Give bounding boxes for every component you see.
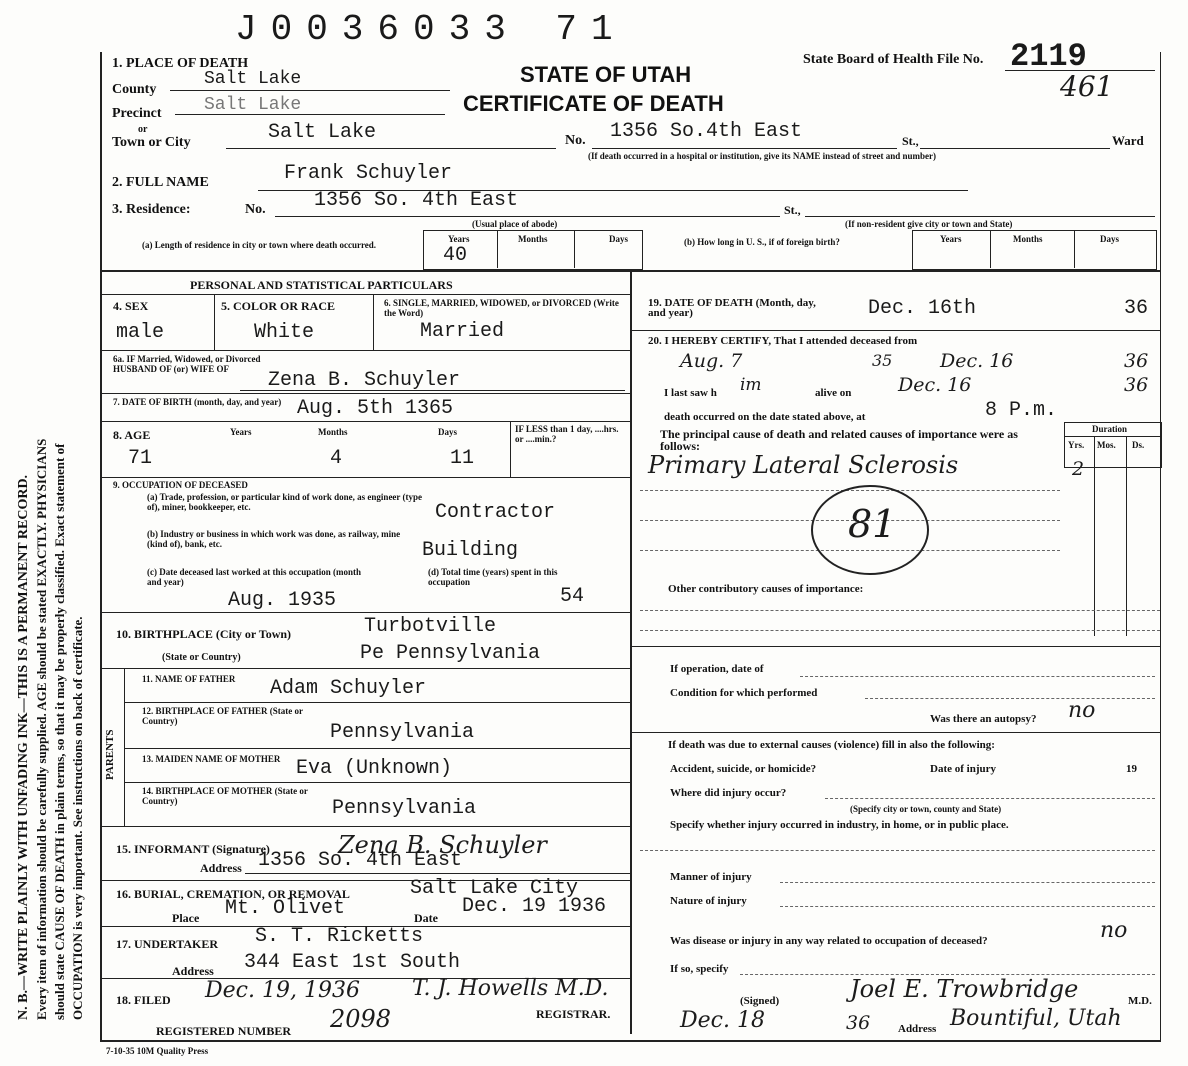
registered-number: 2098 bbox=[330, 1005, 392, 1033]
cause-code: 81 bbox=[848, 502, 897, 546]
accident-label: Accident, suicide, or homicide? bbox=[670, 763, 817, 775]
registrar-label: REGISTRAR. bbox=[536, 1007, 611, 1021]
informant-address: 1356 So. 4th East bbox=[258, 849, 463, 872]
dob-label: 7. DATE OF BIRTH (month, day, and year) bbox=[113, 397, 282, 407]
burial-date-label: Date bbox=[414, 911, 438, 925]
external-causes-label: If death was due to external causes (violence) fill in also the following: bbox=[668, 739, 995, 751]
other-causes-label: Other contributory causes of importance: bbox=[668, 583, 864, 595]
occupation-related-label: Was disease or injury in any way related to occupation of deceased? bbox=[670, 935, 988, 947]
county-value: Salt Lake bbox=[204, 69, 302, 89]
injury-date-label: Date of injury bbox=[930, 763, 996, 775]
undertaker-address: 344 East 1st South bbox=[244, 951, 461, 974]
side-instruction-line1: N. B.—WRITE PLAINLY WITH UNFADING INK—THIS IS A PERMANENT RECORD. bbox=[16, 474, 31, 1020]
filed-date: Dec. 19, 1936 bbox=[205, 978, 360, 1003]
foreign-years-header: Years bbox=[940, 234, 962, 244]
precinct-label: Precinct bbox=[112, 106, 162, 121]
county-label: County bbox=[112, 82, 157, 97]
death-occurred-label: death occurred on the date stated above, at bbox=[664, 411, 866, 423]
hospital-note: (If death occurred in a hospital or institution, give its NAME instead of street and number) bbox=[588, 151, 937, 161]
primary-cause-years: 2 bbox=[1072, 458, 1085, 480]
last-saw-date: Dec. 16 bbox=[898, 374, 972, 396]
color-value: White bbox=[254, 321, 315, 344]
spouse-label: 6a. IF Married, Widowed, or Divorced HUSBAND OF (or) WIFE OF bbox=[113, 354, 261, 374]
father-birthplace-label: 12. BIRTHPLACE OF FATHER (State or Country) bbox=[142, 706, 303, 726]
state-heading: STATE OF UTAH bbox=[520, 62, 692, 87]
filed-label: 18. FILED bbox=[116, 993, 171, 1007]
age-days-value: 11 bbox=[450, 447, 475, 470]
duration-ds: Ds. bbox=[1132, 440, 1145, 450]
birthplace-state-label: (State or Country) bbox=[162, 652, 241, 663]
duration-mos: Mos. bbox=[1097, 440, 1116, 450]
occupation-b-label: (b) Industry or business in which work was done, as railway, mine (kind of), bank, etc. bbox=[147, 529, 401, 549]
mother-name-label: 13. MAIDEN NAME OF MOTHER bbox=[142, 754, 281, 764]
marital-label: 6. SINGLE, MARRIED, WIDOWED, or DIVORCED (Write the Word) bbox=[384, 298, 619, 318]
autopsy-label: Was there an autopsy? bbox=[930, 713, 1037, 725]
street-no-value: 1356 So.4th East bbox=[610, 120, 803, 143]
condition-label: Condition for which performed bbox=[670, 687, 818, 699]
parents-label: PARENTS bbox=[104, 729, 116, 780]
registered-number-label: REGISTERED NUMBER bbox=[156, 1024, 292, 1038]
birthplace-state-value: Pe Pennsylvania bbox=[360, 642, 541, 665]
occupation-a-value: Contractor bbox=[435, 501, 556, 524]
mother-birthplace-label: 14. BIRTHPLACE OF MOTHER (State or Country) bbox=[142, 786, 308, 806]
residence-no-label: No. bbox=[245, 202, 266, 217]
specify-injury-label: Specify whether injury occurred in industry, in home, or in public place. bbox=[670, 819, 1009, 831]
signed-label: (Signed) bbox=[740, 995, 780, 1007]
length-residence-label: (a) Length of residence in city or town where death occurred. bbox=[142, 240, 377, 250]
certificate-title: CERTIFICATE OF DEATH bbox=[463, 91, 724, 116]
certify-label: 20. I HEREBY CERTIFY, That I attended deceased from bbox=[648, 335, 918, 347]
attended-to: Dec. 16 bbox=[940, 350, 1014, 372]
precinct-value: Salt Lake bbox=[204, 95, 302, 115]
attended-to-year: 36 bbox=[1124, 350, 1149, 372]
age-months-value: 4 bbox=[330, 447, 343, 470]
place-of-death-label: 1. PLACE OF DEATH bbox=[112, 56, 249, 71]
usual-abode-note: (Usual place of abode) bbox=[472, 219, 558, 229]
years-header: Years bbox=[448, 234, 470, 244]
birthplace-city-value: Turbotville bbox=[364, 615, 497, 638]
last-saw-him: im bbox=[740, 375, 762, 395]
age-days-header: Days bbox=[438, 427, 458, 437]
duration-header: Duration bbox=[1092, 424, 1128, 434]
physician-address-label: Address bbox=[898, 1023, 937, 1035]
side-instruction-line2: Every item of information should be carefully supplied. AGE should be stated EXACTLY. PHYSICIANS bbox=[34, 438, 49, 1020]
physician-signature: Joel E. Trowbridge bbox=[850, 975, 1079, 1003]
residence-value: 1356 So. 4th East bbox=[314, 189, 519, 212]
undertaker-label: 17. UNDERTAKER bbox=[116, 937, 219, 951]
full-name-label: 2. FULL NAME bbox=[112, 175, 209, 190]
color-label: 5. COLOR OR RACE bbox=[221, 299, 336, 313]
undertaker-address-label: Address bbox=[172, 964, 214, 978]
duration-yrs: Yrs. bbox=[1068, 440, 1085, 450]
burial-label: 16. BURIAL, CREMATION, OR REMOVAL bbox=[116, 887, 350, 901]
age-label: 8. AGE bbox=[113, 428, 151, 442]
attended-from-year: 35 bbox=[872, 351, 893, 370]
mother-birthplace-value: Pennsylvania bbox=[332, 797, 477, 820]
personal-heading: PERSONAL AND STATISTICAL PARTICULARS bbox=[190, 278, 453, 292]
less-than-day-label: IF LESS than 1 day, ....hrs. or ....min.? bbox=[515, 424, 619, 444]
cause-label: The principal cause of death and related causes of importance were as follows: bbox=[660, 427, 1018, 453]
file-number: 2119 bbox=[1010, 38, 1087, 75]
file-sub-number: 461 bbox=[1060, 70, 1114, 103]
ward-label: Ward bbox=[1112, 133, 1144, 148]
date-of-death-value: Dec. 16th bbox=[868, 297, 977, 320]
town-label: Town or City bbox=[112, 135, 191, 150]
occupation-related-value: no bbox=[1100, 918, 1128, 943]
burial-city: Salt Lake City bbox=[410, 877, 579, 900]
burial-place-label: Place bbox=[172, 911, 200, 925]
occupation-a-label: (a) Trade, profession, or particular kind of work done, as engineer (type of), miner, bookkeeper, etc. bbox=[147, 492, 423, 512]
residence-years-value: 40 bbox=[443, 244, 468, 267]
burial-date: Dec. 19 1936 bbox=[462, 895, 607, 918]
dob-value: Aug. 5th 1365 bbox=[297, 397, 454, 420]
operation-label: If operation, date of bbox=[670, 663, 764, 675]
occupation-d-label: (d) Total time (years) spent in this occupation bbox=[428, 567, 558, 587]
full-name-value: Frank Schuyler bbox=[284, 162, 453, 185]
informant-label: 15. INFORMANT (Signature) bbox=[116, 842, 270, 856]
occupation-c-label: (c) Date deceased last worked at this occupation (month and year) bbox=[147, 567, 361, 587]
informant-signature: Zena B. Schuyler bbox=[338, 831, 547, 859]
days-header: Days bbox=[609, 234, 629, 244]
md-label: M.D. bbox=[1128, 995, 1152, 1007]
mother-name-value: Eva (Unknown) bbox=[296, 757, 453, 780]
father-name-label: 11. NAME OF FATHER bbox=[142, 674, 236, 684]
file-number-label: State Board of Health File No. bbox=[803, 52, 984, 67]
date-of-death-year: 36 bbox=[1124, 297, 1149, 320]
foreign-birth-label: (b) How long in U. S., if of foreign birth? bbox=[684, 237, 840, 247]
occupation-d-value: 54 bbox=[560, 585, 585, 608]
side-instruction-line4: OCCUPATION is very important. See instructions on back of certificate. bbox=[70, 616, 85, 1020]
street-no-label: No. bbox=[565, 133, 586, 148]
print-code: 7-10-35 10M Quality Press bbox=[106, 1046, 209, 1056]
sex-value: male bbox=[116, 321, 165, 344]
signed-date: Dec. 18 bbox=[680, 1008, 765, 1033]
town-value: Salt Lake bbox=[268, 121, 377, 144]
death-time: 8 P.m. bbox=[985, 399, 1058, 422]
last-saw-label: I last saw h bbox=[664, 387, 717, 399]
foreign-days-header: Days bbox=[1100, 234, 1120, 244]
side-instruction-line3: should state CAUSE OF DEATH in plain terms, so that it may be properly classified. Exact statement of bbox=[52, 443, 67, 1020]
occupation-label: 9. OCCUPATION OF DECEASED bbox=[113, 480, 248, 490]
foreign-months-header: Months bbox=[1013, 234, 1043, 244]
burial-place: Mt. Olivet bbox=[225, 897, 346, 920]
alive-on-label: alive on bbox=[815, 387, 852, 399]
where-injury-label: Where did injury occur? bbox=[670, 787, 787, 799]
undertaker-value: S. T. Ricketts bbox=[255, 925, 424, 948]
if-so-label: If so, specify bbox=[670, 963, 729, 975]
physician-address: Bountiful, Utah bbox=[950, 1006, 1122, 1031]
months-header: Months bbox=[518, 234, 548, 244]
age-months-header: Months bbox=[318, 427, 348, 437]
father-birthplace-value: Pennsylvania bbox=[330, 721, 475, 744]
registrar-signature: T. J. Howells M.D. bbox=[412, 976, 609, 1001]
or-label: or bbox=[138, 124, 148, 135]
attended-from: Aug. 7 bbox=[680, 350, 743, 372]
injury-year: 19 bbox=[1126, 763, 1137, 775]
marital-value: Married bbox=[420, 320, 505, 343]
residence-label: 3. Residence: bbox=[112, 202, 191, 217]
record-number-stamp: J0036033 71 bbox=[235, 9, 627, 50]
non-resident-note: (If non-resident give city or town and State) bbox=[845, 219, 1013, 229]
autopsy-value: no bbox=[1068, 698, 1096, 723]
signed-year: 36 bbox=[846, 1012, 871, 1034]
birthplace-label: 10. BIRTHPLACE (City or Town) bbox=[116, 627, 292, 641]
sex-label: 4. SEX bbox=[113, 299, 149, 313]
spouse-value: Zena B. Schuyler bbox=[268, 369, 461, 392]
occupation-b-value: Building bbox=[422, 539, 519, 562]
father-name-value: Adam Schuyler bbox=[270, 677, 427, 700]
occupation-c-value: Aug. 1935 bbox=[228, 589, 337, 612]
street-suffix: St., bbox=[902, 134, 919, 148]
age-years-header: Years bbox=[230, 427, 252, 437]
informant-address-label: Address bbox=[200, 861, 242, 875]
date-of-death-label: 19. DATE OF DEATH (Month, day, and year) bbox=[648, 297, 816, 319]
nature-label: Nature of injury bbox=[670, 895, 747, 907]
last-saw-year: 36 bbox=[1124, 374, 1149, 396]
age-years-value: 71 bbox=[128, 447, 153, 470]
primary-cause: Primary Lateral Sclerosis bbox=[648, 451, 959, 479]
manner-label: Manner of injury bbox=[670, 871, 752, 883]
residence-street-suffix: St., bbox=[784, 203, 801, 217]
where-injury-note: (Specify city or town, county and State) bbox=[850, 804, 1002, 814]
